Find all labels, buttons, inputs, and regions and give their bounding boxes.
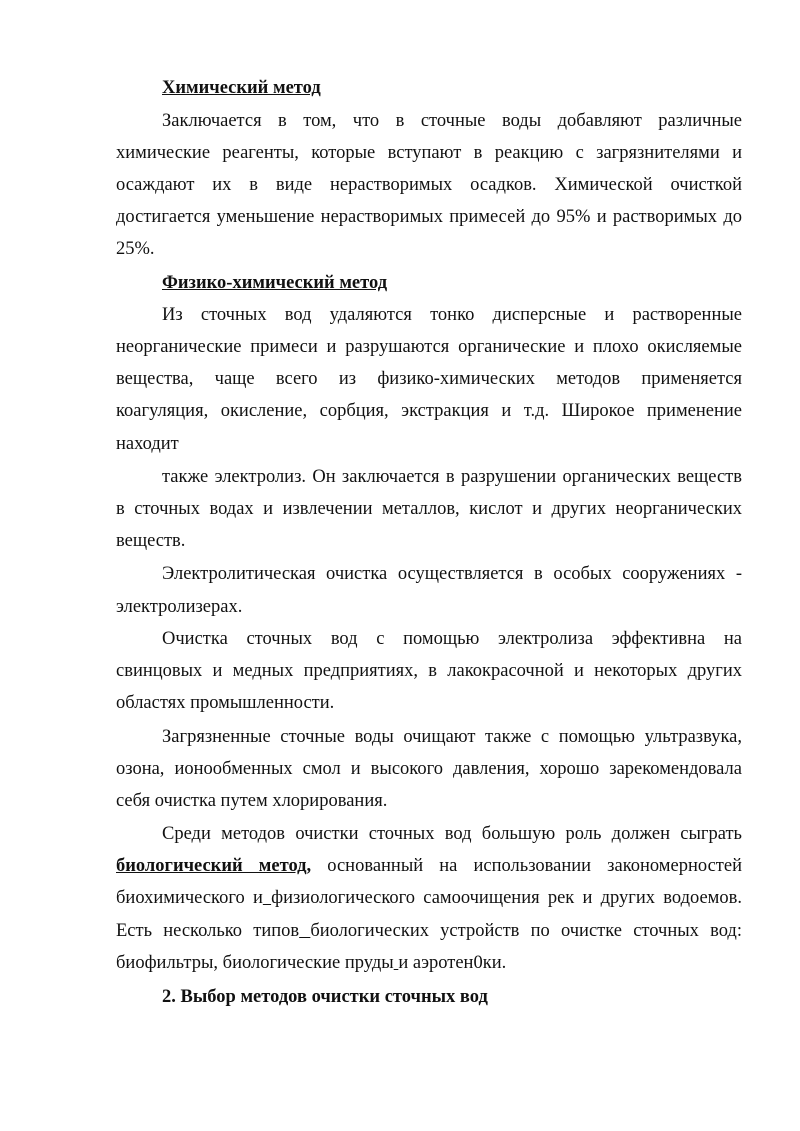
text-span: Есть несколько типов: [116, 921, 300, 941]
paragraph-line: [116, 918, 742, 944]
text-span: и аэротен0ки.: [398, 953, 507, 973]
paragraph-line: Среди методов очистки сточных вод большую роль должен сыграть: [162, 824, 742, 844]
paragraph-line: 25%.: [116, 239, 155, 259]
paragraph-line: достигается уменьшение нерастворимых примесей до 95% и растворимых до: [116, 207, 742, 227]
biological-method-term: биологический метод,: [116, 856, 312, 876]
paragraph-line: также электролиз. Он заключается в разрушении органических веществ: [162, 467, 742, 487]
underscore-gap: [263, 888, 271, 908]
paragraph-line: Загрязненные сточные воды очищают также с помощью ультразвука,: [162, 727, 742, 747]
paragraph-line: Электролитическая очистка осуществляется в особых сооружениях -: [162, 564, 742, 584]
paragraph-line: находит: [116, 434, 179, 454]
paragraph-line: Очистка сточных вод с помощью электролиза эффективна на: [162, 629, 742, 649]
paragraph-line: свинцовых и медных предприятиях, в лакокрасочной и некоторых других: [116, 661, 742, 681]
paragraph-line: Заключается в том, что в сточные воды добавляют различные: [162, 111, 742, 131]
heading-chemical-method: Химический метод: [162, 78, 321, 98]
paragraph-line: [116, 950, 742, 976]
heading-physchem-method: Физико-химический метод: [162, 273, 388, 293]
paragraph-line: [116, 853, 742, 879]
paragraph-line: осаждают их в виде нерастворимых осадков. Химической очисткой: [116, 175, 742, 195]
paragraph-line: вещества, чаще всего из физико-химических методов применяется: [116, 369, 742, 389]
text-span: биофильтры, биологические пруды: [116, 953, 394, 973]
text-span: биологических устройств по очистке сточных вод:: [310, 921, 742, 941]
paragraph-line: электролизерах.: [116, 597, 243, 617]
text-span: основанный на использовании закономерностей: [311, 856, 742, 876]
underscore-gap: [299, 921, 310, 941]
paragraph-line: себя очистка путем хлорирования.: [116, 791, 388, 811]
paragraph-line: неорганические примеси и разрушаются органические и плохо окисляемые: [116, 337, 742, 357]
paragraph-line: химические реагенты, которые вступают в реакцию с загрязнителями и: [116, 143, 742, 163]
text-span: биохимического и: [116, 888, 263, 908]
section-heading: 2. Выбор методов очистки сточных вод: [162, 987, 488, 1007]
paragraph-line: [116, 885, 742, 911]
paragraph-line: в сточных водах и извлечении металлов, кислот и других неорганических: [116, 499, 742, 519]
paragraph-line: веществ.: [116, 531, 186, 551]
paragraph-line: Из сточных вод удаляются тонко дисперсные и растворенные: [162, 305, 742, 325]
paragraph-line: коагуляция, окисление, сорбция, экстракция и т.д. Широкое применение: [116, 401, 742, 421]
paragraph-line: озона, ионообменных смол и высокого давления, хорошо зарекомендовала: [116, 759, 742, 779]
text-span: физиологического самоочищения рек и других водоемов.: [271, 888, 743, 908]
paragraph-line: областях промышленности.: [116, 693, 335, 713]
